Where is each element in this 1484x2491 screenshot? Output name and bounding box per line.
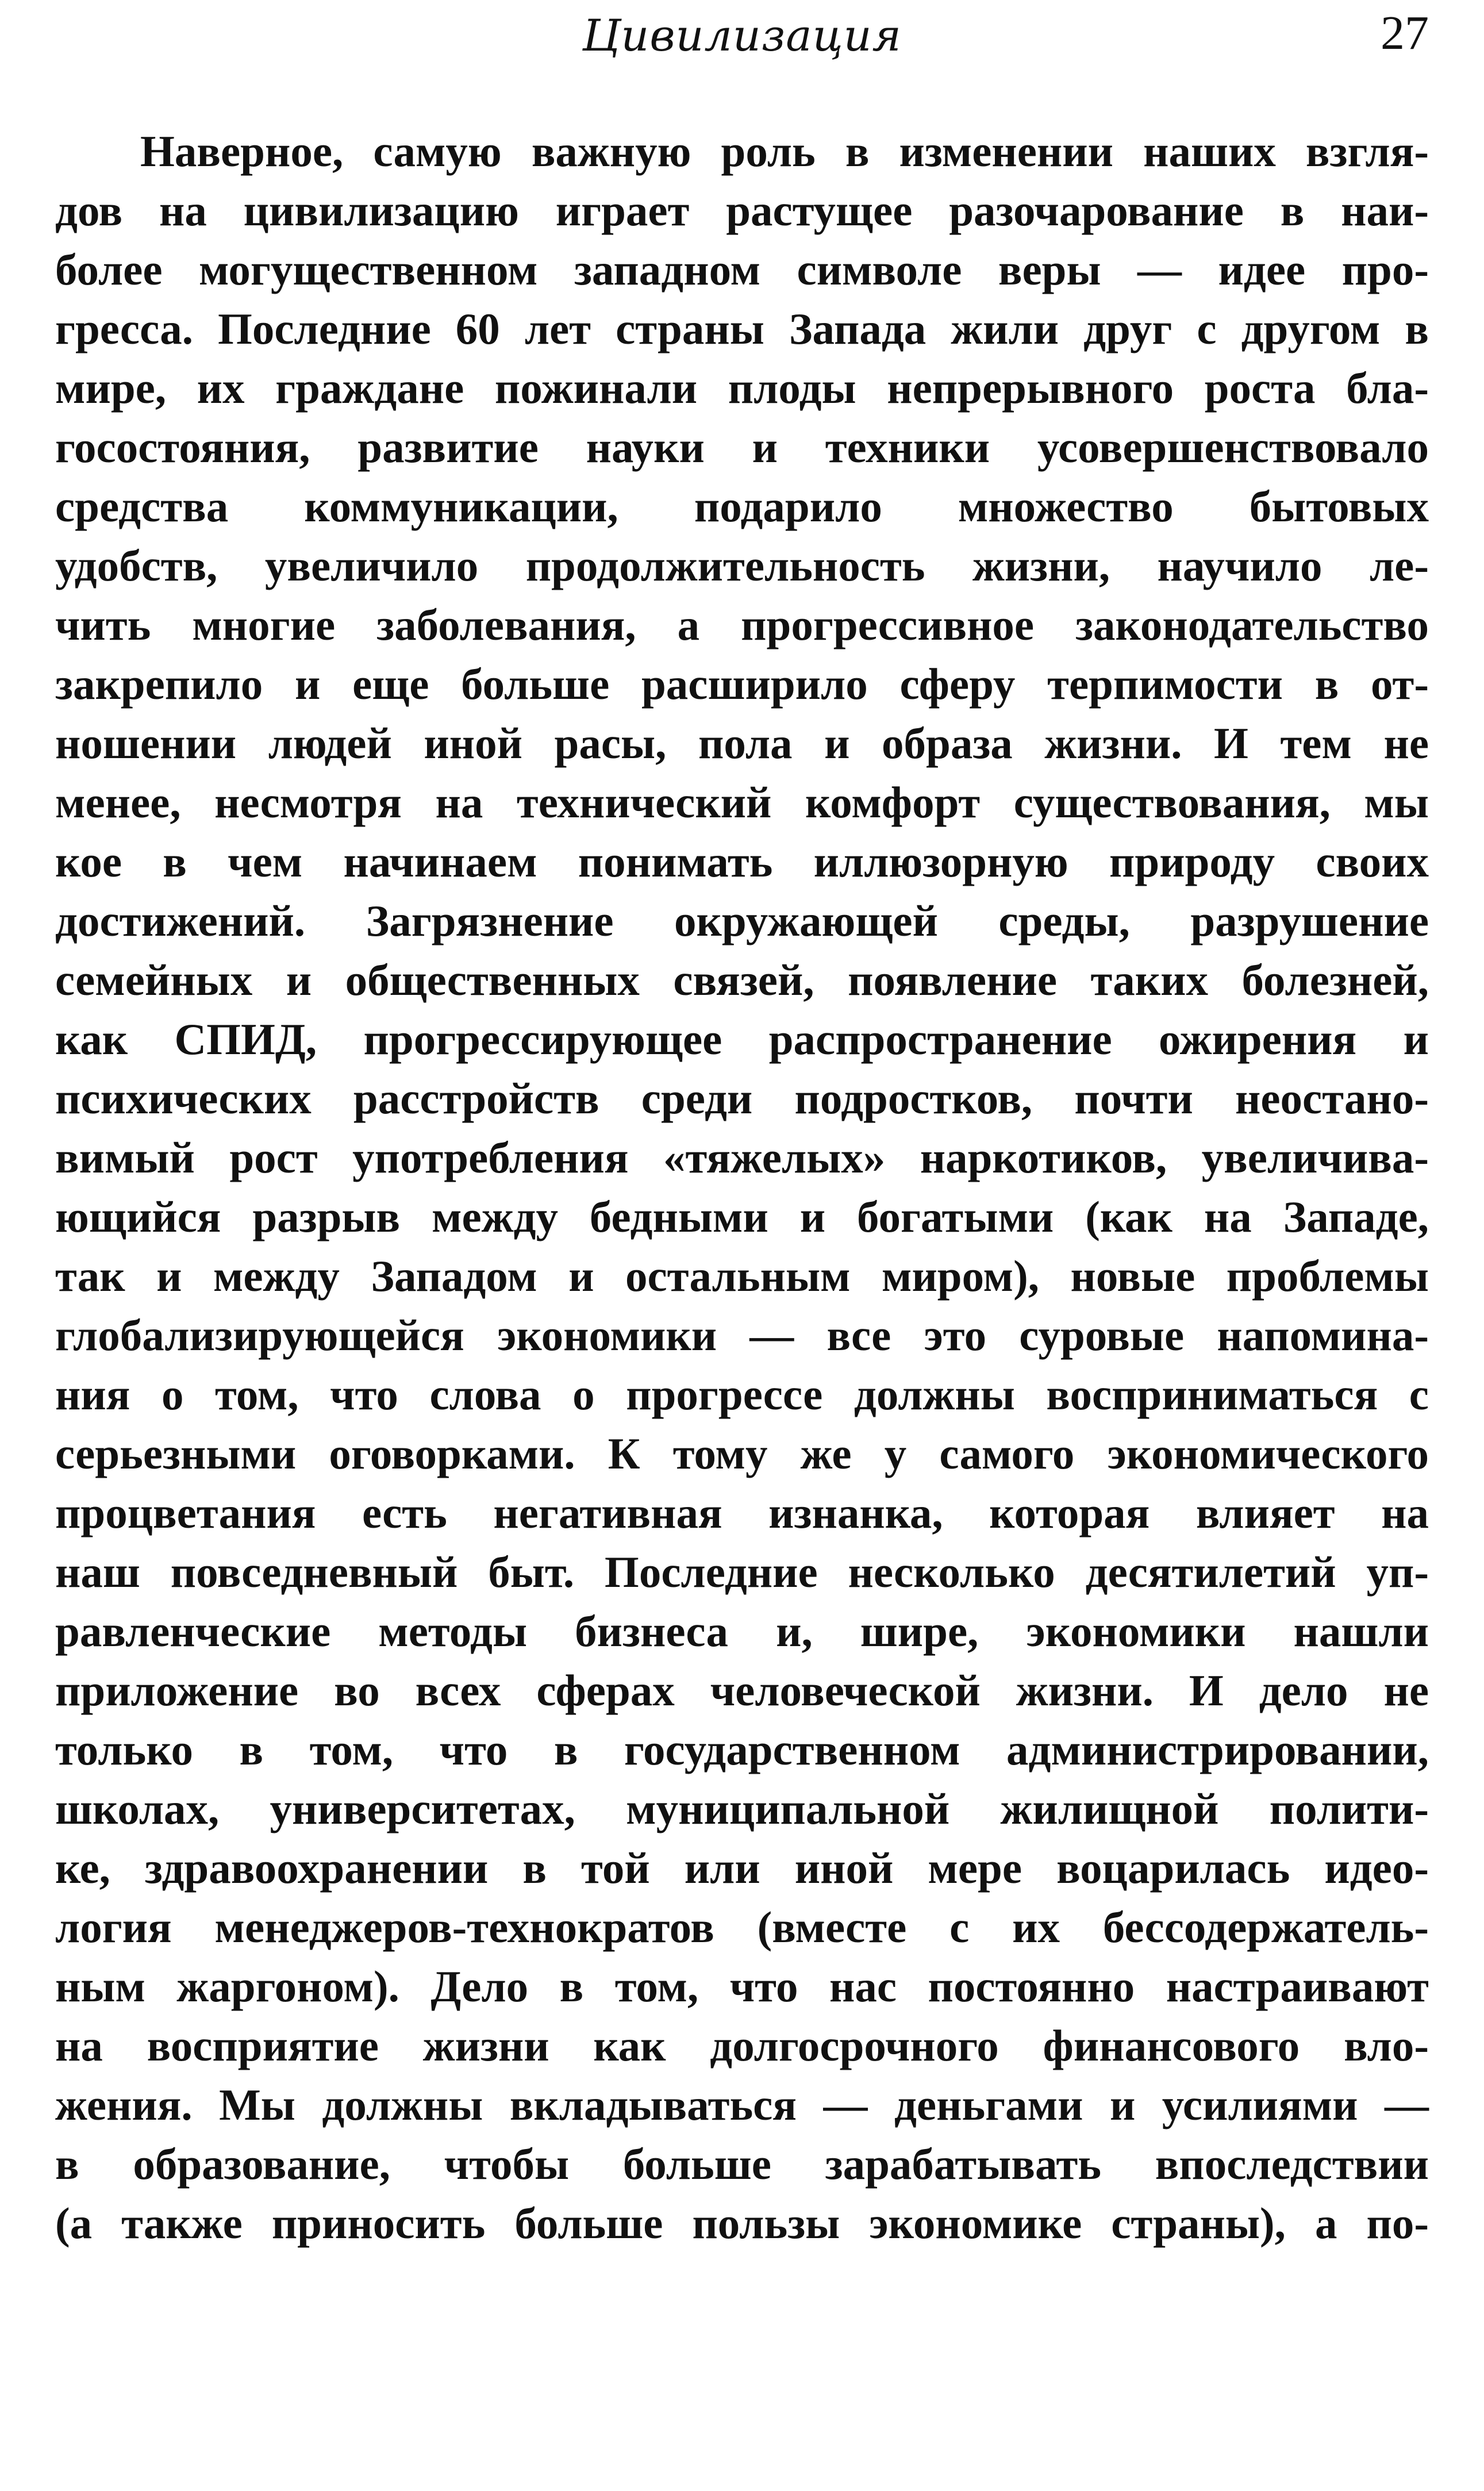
text-line: (а также приносить больше пользы экономике страны), а по-: [55, 2198, 1429, 2248]
text-line: равленческие методы бизнеса и, шире, экономики нашли: [55, 1606, 1429, 1656]
text-line: семейных и общественных связей, появление таких болезней,: [55, 955, 1429, 1005]
text-line: чить многие заболевания, а прогрессивное законодательство: [55, 600, 1429, 649]
text-line: ющийся разрыв между бедными и богатыми (как на Западе,: [55, 1192, 1429, 1241]
text-line: Наверное, самую важную роль в изменении наших взгля-: [140, 126, 1429, 176]
text-line: серьезными оговорками. К тому же у самого экономического: [55, 1429, 1429, 1478]
text-line: удобств, увеличило продолжительность жизни, научило ле-: [55, 541, 1429, 590]
text-line: приложение во всех сферах человеческой жизни. И дело не: [55, 1666, 1429, 1715]
text-line: школах, университетах, муниципальной жилищной полити-: [55, 1784, 1429, 1833]
text-line: на восприятие жизни как долгосрочного финансового вло-: [55, 2021, 1429, 2070]
text-line: логия менеджеров-технократов (вместе с их бессодержатель-: [55, 1902, 1429, 1952]
page-number: 27: [1381, 6, 1429, 60]
text-line: госостояния, развитие науки и техники усовершенствовало: [55, 422, 1429, 472]
text-line: достижений. Загрязнение окружающей среды, разрушение: [55, 896, 1429, 945]
text-line: процветания есть негативная изнанка, которая влияет на: [55, 1488, 1429, 1537]
text-line: так и между Западом и остальным миром), новые проблемы: [55, 1251, 1429, 1301]
text-line: только в том, что в государственном администрировании,: [55, 1725, 1429, 1774]
text-line: жения. Мы должны вкладываться — деньгами и усилиями —: [55, 2080, 1429, 2129]
text-line: более могущественном западном символе веры — идее про-: [55, 245, 1429, 294]
text-line: кое в чем начинаем понимать иллюзорную природу своих: [55, 837, 1429, 886]
running-title: Цивилизация: [582, 10, 902, 61]
running-head: [55, 0, 1429, 86]
text-line: ния о том, что слова о прогрессе должны восприниматься с: [55, 1370, 1429, 1419]
body-text: [55, 122, 1429, 2253]
text-line: ным жаргоном). Дело в том, что нас постоянно настраивают: [55, 1962, 1429, 2011]
text-line: вимый рост употребления «тяжелых» наркотиков, увеличива-: [55, 1133, 1429, 1182]
text-line: закрепило и еще больше расширило сферу терпимости в от-: [55, 659, 1429, 709]
text-line: ке, здравоохранении в той или иной мере воцарилась идео-: [55, 1843, 1429, 1893]
text-line: дов на цивилизацию играет растущее разочарование в наи-: [55, 186, 1429, 235]
text-line: психических расстройств среди подростков, почти неостано-: [55, 1074, 1429, 1123]
text-line: ношении людей иной расы, пола и образа жизни. И тем не: [55, 718, 1429, 768]
text-line: наш повседневный быт. Последние несколько десятилетий уп-: [55, 1547, 1429, 1597]
text-line: мире, их граждане пожинали плоды непрерывного роста бла-: [55, 363, 1429, 413]
text-line: средства коммуникации, подарило множество бытовых: [55, 482, 1429, 531]
text-line: как СПИД, прогрессирующее распространение ожирения и: [55, 1014, 1429, 1064]
text-line: глобализирующейся экономики — все это суровые напомина-: [55, 1310, 1429, 1360]
text-line: в образование, чтобы больше зарабатывать впоследствии: [55, 2139, 1429, 2189]
text-line: гресса. Последние 60 лет страны Запада жили друг с другом в: [55, 304, 1429, 353]
text-line: менее, несмотря на технический комфорт существования, мы: [55, 778, 1429, 827]
